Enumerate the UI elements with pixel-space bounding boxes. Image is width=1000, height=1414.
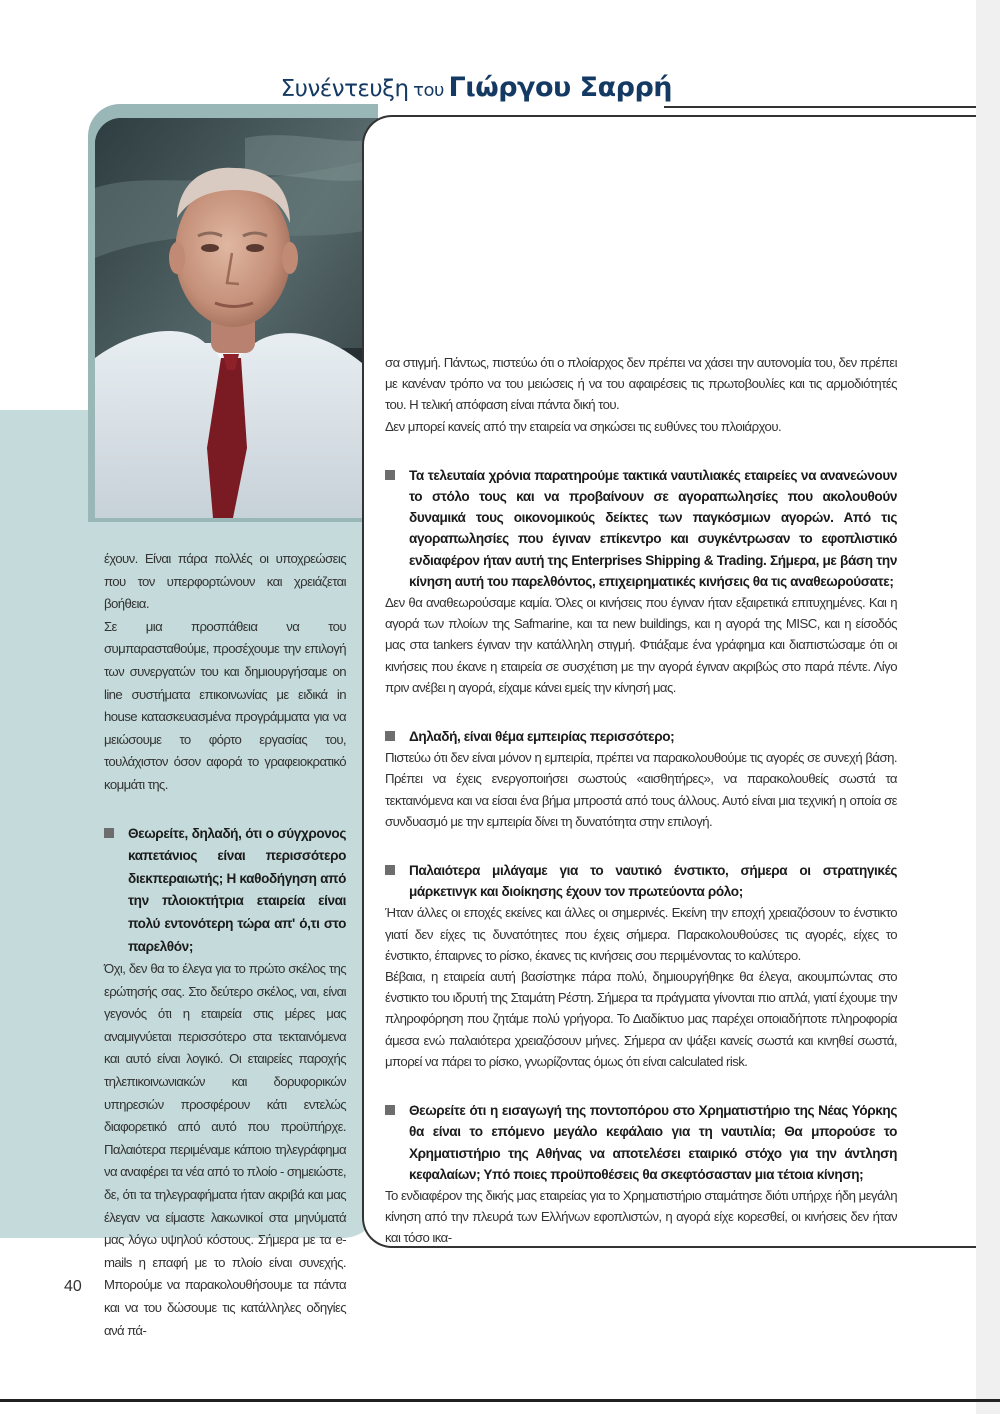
page-number: 40 [64,1278,82,1295]
question-bullet-icon [385,731,395,741]
answer-1: Δεν θα αναθεωρούσαμε καμία. Όλες οι κινήσεις που έγιναν ήταν εξαιρετικά επιτυχημένες. Και η αγορά των πλοίων της Safmarine, και τα new buildings, και η αγορά της MISC, και η είσοδός μας στα tankers έγιναν την κατάλληλη στιγμή. Φτιάξαμε ένα γράφημα και διαπιστώσαμε ότι οι κινήσεις που έκανε η εταιρεία σε συσχέτιση με την αγορά έγιναν ακριβώς στο παρά πέντε. Λίγο πριν ανέβει η αγορά, είχαμε κάνει εμείς την κίνησή μας. [385,595,897,695]
header-tou: του [413,80,444,101]
bottom-rule [0,1399,1000,1402]
question-bullet-icon [385,470,395,480]
answer-3b: Βέβαια, η εταιρεία αυτή βασίστηκε πάρα πολύ, δημιουργήθηκε θα έλεγα, ακουμπώντας στο ένστικτο του ιδρυτή της Σταμάτη Ρέστη. Σήμερα τα πράγματα γίνονται πιο απλά, γιατί έχουμε την πληροφόρηση που ζητάμε πολύ γρήγορα. Το Διαδίκτυο μας παρέχει οποιαδήποτε πληροφορία άμεσα ενώ παλαιότερα χρειαζόσουν μήνες. Σήμερα αν ψάξει κανείς σωστά και κινηθεί σωστά, μπορεί να πάρει το ρίσκο, γνωρίζοντας όμως ότι είναι calculated risk. [385,969,897,1069]
answer-3: Ήταν άλλες οι εποχές εκείνες και άλλες οι σημερινές. Εκείνη την εποχή χρειαζόσουν το ένστικτο γιατί δεν είχες τις δυνατότητες που έχεις σήμερα. Παρακολουθούσες τις αγορές, είχες το ένστικτο, έπαιρνες το ρίσκο, έκανες τις κινήσεις σου περιμένοντας το καλύτερο. [385,905,897,963]
header-rule [664,106,976,108]
answer-2: Πιστεύω ότι δεν είναι μόνον η εμπειρία, πρέπει να παρακολουθούμε τις αγορές σε συνεχή βάση. Πρέπει να έχεις ενεργοποιήσει σωστούς «αισθητήρες», να παρακολουθείς σωστά τα τεκταινόμενα και να είσαι ένα βήμα μπροστά από τους άλλους. Αυτό είναι μια τεχνική η οποία σε συνδυασμό με την εμπειρία δίνει τη δυνατότητα στην επιλογή. [385,750,897,829]
left-paragraph: Σε μια προσπάθεια να του συμπαρασταθούμε, προσέχουμε την επιλογή των συνεργατών του και δημιουργήσαμε on line συστήματα επικοινωνίας με ειδικά in house κατασκευασμένα προγράμματα για να μειώσουμε το φόρτο εργασίας του, τουλάχιστον όσον αφορά το γραφειοκρατικό κομμάτι της. [104,618,346,792]
left-question-text: Θεωρείτε, δηλαδή, ότι ο σύγχρονος καπετάνιος είναι περισσότερο διεκπεραιωτής; Η καθοδήγηση από την πλοιοκτήτρια εταιρεία είναι πολύ εντονότερη τώρα απ' ό,τι στο παρελθόν; [128,825,346,954]
portrait-photo [95,118,378,518]
question-4-text: Θεωρείτε ότι η εισαγωγή της ποντοπόρου στο Χρηματιστήριο της Νέας Υόρκης θα είναι το επόμενο μεγάλο κεφάλαιο για τη ναυτιλία; Θα μπορούσε το Χρηματιστήριο της Αθήνας να αποτελέσει εταιρικό στόχο για την άντληση κεφαλαίων; Υπό ποιες προϋποθέσεις θα σκεφτόσασταν μια τέτοια κίνηση; [409,1103,897,1182]
question-3-text: Παλαιότερα μιλάγαμε για το ναυτικό ένστικτο, σήμερα οι στρατηγικές μάρκετινγκ και διοίκησης έχουν τον πρωτεύοντα ρόλο; [409,863,897,900]
header-prefix: Συνέντευξη [280,76,409,102]
left-column [104,548,346,1342]
question-bullet-icon [385,865,395,875]
question-1-text: Τα τελευταία χρόνια παρατηρούμε τακτικά ναυτιλιακές εταιρείες να ανανεώνουν το στόλο τους και να προβαίνουν σε αγοραπωλησίες που ακολουθούν δυναμικά τους οικονομικούς δείκτες των παγκόσμιων αγορών. Από τις αγοραπωλησίες που έγιναν επίκεντρο και συγκέντρωσαν το εφοπλιστικό ενδιαφέρον ήταν αυτή της Enterprises Shipping & Trading. Σήμερα, με βάση την κίνηση αυτή του παρελθόντος, επιχειρηματικές κινήσεις θα τις αναθεωρούσατε; [409,467,897,589]
question-2 [385,726,897,747]
header-name: Γιώργου Σαρρή [448,72,672,103]
left-question [104,823,346,959]
right-continuation: σα στιγμή. Πάντως, πιστεύω ότι ο πλοίαρχος δεν πρέπει να χάσει την αυτονομία του, δεν πρέπει με κανέναν τρόπο να του μειώσεις ή να του αφαιρέσεις τις πρωτοβουλίες και τις αρμοδιότητές του. Η τελική απόφαση είναι πάντα δική του. [385,355,897,413]
question-4 [385,1100,897,1185]
question-bullet-icon [385,1105,395,1115]
left-intro: έχουν. Είναι πάρα πολλές οι υποχρεώσεις που τον υπερφορτώνουν και χρειάζεται βοήθεια. [104,551,346,612]
answer-4: Το ενδιαφέρον της δικής μας εταιρείας για το Χρηματιστήριο σταμάτησε διότι υπήρχε ήδη μεγάλη κίνηση από την πλευρά των Ελλήνων εφοπλιστών, η αγορά είχε κορεσθεί, οι κινήσεις δεν ήταν και τόσο ικα- [385,1187,897,1246]
question-2-text: Δηλαδή, είναι θέμα εμπειρίας περισσότερο; [409,729,675,745]
header-title [0,72,672,103]
question-bullet-icon [104,828,114,838]
question-1 [385,465,897,592]
right-column [385,352,897,1249]
right-continuation-2: Δεν μπορεί κανείς από την εταιρεία να σηκώσει τις ευθύνες του πλοιάρχου. [385,418,782,434]
left-answer: Όχι, δεν θα το έλεγα για το πρώτο σκέλος της ερώτησής σας. Στο δεύτερο σκέλος, ναι, είναι γεγονός ότι η εταιρεία στις μέρες μας αναμιγνύεται περισσότερο στα τεκταινόμενα και αυτό είναι λογικό. Οι εταιρείες παροχής τηλεπικοινωνιακών και δορυφορικών υπηρεσιών προσφέρουν κάτι εντελώς διαφορετικό από αυτό που προϋπήρχε. Παλαιότερα περιμέναμε κάποιο τηλεγράφημα να αναφέρει τα νέα από το πλοίο - σημειώστε, δε, ότι τα τηλεγραφήματα ήταν ακριβά και μας έλεγαν να είμαστε λακωνικοί στα μηνύματά μας λόγω υψηλού κόστους. Σήμερα με τα e-mails η επαφή με το πλοίο είναι συνεχής. Μπορούμε να παρακολουθήσουμε τα πάντα και να του δώσουμε τις κατάλληλες οδηγίες ανά πά- [104,961,346,1338]
question-3 [385,860,897,902]
page-edge [976,0,1000,1414]
